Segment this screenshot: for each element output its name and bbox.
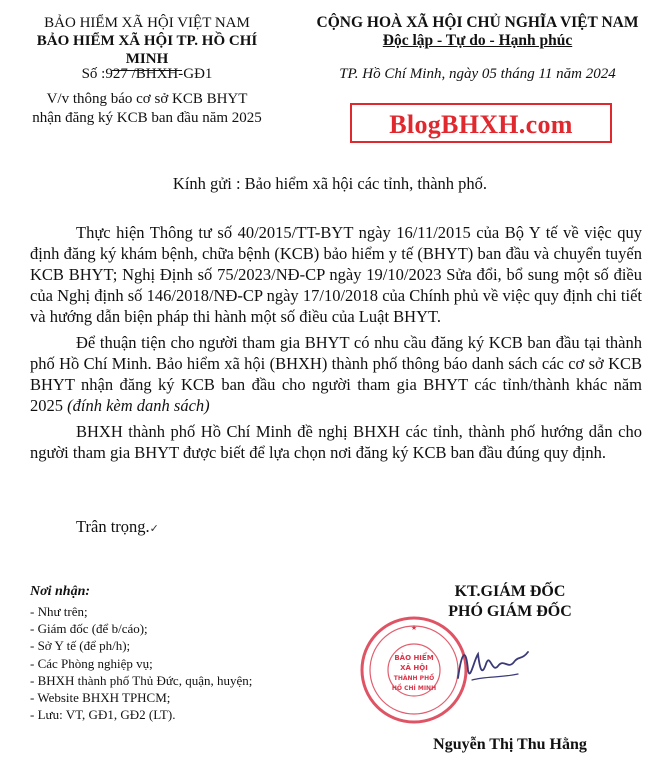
document-number: Số :927 /BHXH-GĐ1 [81,66,213,82]
nation-title: CỘNG HOÀ XÃ HỘI CHỦ NGHĨA VIỆT NAM [316,14,639,31]
subject-line-1: V/v thông báo cơ sở KCB BHYT [46,91,248,107]
handwritten-signature-icon [452,640,532,690]
svg-text:BẢO HIỂM: BẢO HIỂM [394,654,434,662]
attachment-note: (đính kèm danh sách) [67,396,210,415]
greeting: Kính gửi : Bảo hiểm xã hội các tỉnh, thành phố. [172,174,488,193]
initial-mark-icon: ✓ [149,523,159,535]
svg-text:HỒ CHÍ MINH: HỒ CHÍ MINH [391,685,437,692]
body-paragraph-2-text: Để thuận tiện cho người tham gia BHYT có nhu cầu đăng ký KCB ban đầu tại thành phố Hồ Chí Minh. Bảo hiểm xã hội (BHXH) thành phố thông báo danh sách các cơ sở KCB BHYT nhận đăng ký KCB ban đầu cho người tham gia BHYT các tỉnh/thành khác năm 2025 [30,333,642,415]
recipient-item: - BHXH thành phố Thủ Đức, quận, huyện; [30,672,253,688]
recipient-item: - Website BHXH TPHCM; [30,690,171,706]
body-paragraph-1: Thực hiện Thông tư số 40/2015/TT-BYT ngày 16/11/2015 của Bộ Y tế về việc quy định đăng ký khám bệnh, chữa bệnh (KCB) bảo hiểm y tế (BHYT) ban đầu và chuyển tuyến KCB BHYT; Nghị Định số 75/2023/NĐ-CP ngày 19/10/2023 Sửa đổi, bổ sung một số điều của Nghị định số 146/2018/NĐ-CP ngày 17/10/2018 của Chính phủ về việc quy định chi tiết và hướng dẫn biện pháp thi hành một số điều của Luật BHYT. [30,223,642,326]
nation-motto: Độc lập - Tự do - Hạnh phúc [382,32,573,49]
svg-text:XÃ HỘI: XÃ HỘI [400,664,428,672]
document-subject [16,90,278,128]
closing-line [76,517,159,537]
recipient-item: - Các Phòng nghiệp vụ; [30,655,153,671]
signer-title-2: PHÓ GIÁM ĐỐC [448,603,572,620]
recipients-list [30,603,252,723]
agency-parent: BẢO HIỂM XÃ HỘI VIỆT NAM [44,15,250,31]
issuing-agency [16,14,278,71]
body-paragraph-2 [30,332,642,416]
svg-text:★: ★ [410,624,418,632]
recipients-title: Nơi nhận: [30,584,91,599]
body-paragraph-3: BHXH thành phố Hồ Chí Minh đề nghị BHXH các tỉnh, thành phố hướng dẫn cho người tham gia BHYT được biết để lựa chọn nơi đăng ký KCB ban đầu đúng quy định. [30,422,642,462]
closing-text: Trân trọng. [76,517,150,536]
signer-name: Nguyễn Thị Thu Hằng [433,736,587,753]
letter-body [30,222,642,468]
document-date: TP. Hồ Chí Minh, ngày 05 tháng 11 năm 2024 [339,66,616,82]
recipient-item: - Giám đốc (để b/cáo); [30,621,148,637]
national-header [300,14,655,50]
recipient-item: - Sở Y tế (để ph/h); [30,638,131,654]
subject-line-2: nhận đăng ký KCB ban đầu năm 2025 [32,110,262,126]
recipient-item: - Như trên; [30,604,88,619]
watermark-logo: BlogBHXH.com [350,103,612,143]
signer-title-1: KT.GIÁM ĐỐC [454,583,566,600]
svg-text:THÀNH PHỐ: THÀNH PHỐ [393,675,435,682]
agency-name: BẢO HIỂM XÃ HỘI TP. HỒ CHÍ MINH [36,33,258,67]
recipient-item: - Lưu: VT, GĐ1, GĐ2 (LT). [30,707,176,723]
